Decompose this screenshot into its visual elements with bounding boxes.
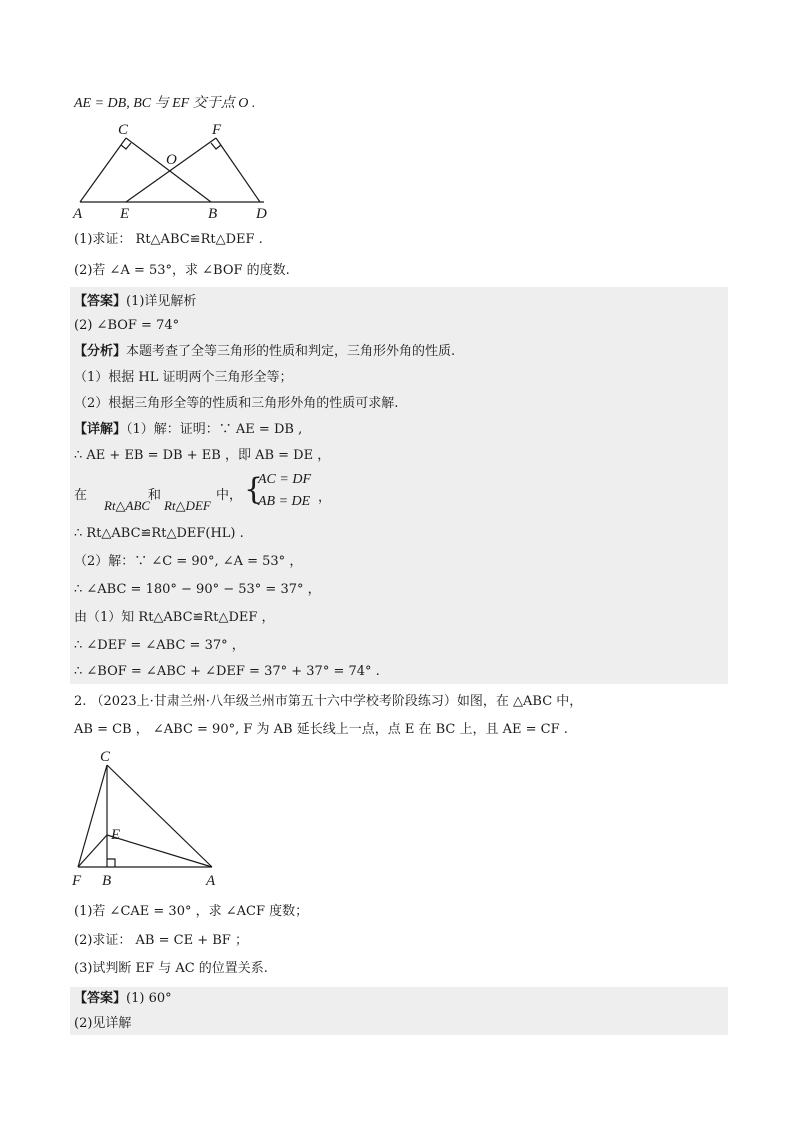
detail-d4: ∴ Rt△ABC≌Rt△DEF(HL) .	[74, 526, 244, 541]
answer1-ans1: (1)详见解析	[126, 294, 197, 309]
label-A2: A	[206, 873, 216, 889]
problem1-intro: AE = DB, BC 与 EF 交于点 O .	[74, 96, 256, 111]
analysis-a2: （2）根据三角形全等的性质和三角形外角的性质可求解.	[74, 396, 399, 411]
detail-d3-mid: 中，	[216, 488, 243, 503]
detail-d2: ∴ AE + EB = DB + EB ，即 AB = DE ，	[74, 448, 331, 463]
figure-1	[70, 118, 280, 222]
label-C: C	[118, 122, 129, 138]
detail-tag: 【详解】	[74, 422, 127, 437]
answer2-ans1: (1) 60°	[126, 991, 172, 1006]
analysis-text: 本题考查了全等三角形的性质和判定，三角形外角的性质.	[126, 344, 456, 359]
problem2-q1: (1)若 ∠CAE = 30° ，求 ∠ACF 度数；	[74, 904, 309, 919]
label-B: B	[208, 206, 218, 222]
detail-d8: ∴ ∠DEF = ∠ABC = 37° ，	[74, 638, 245, 653]
answer2-ans2: (2)见详解	[74, 1016, 132, 1031]
problem2-line2: AB = CB ， ∠ABC = 90°, F 为 AB 延长线上一点，点 E 在 BC 上，且 AE = CF .	[74, 722, 568, 737]
detail-line-1	[74, 420, 302, 440]
answer-tag: 【答案】	[74, 294, 127, 309]
detail-d6: ∴ ∠ABC = 180° − 90° − 53° = 37° ，	[74, 582, 321, 597]
detail-d3-sys1: AC = DF	[258, 472, 311, 487]
label-F: F	[212, 122, 222, 138]
figure-2	[66, 745, 226, 889]
problem2-q3: (3)试判断 EF 与 AC 的位置关系.	[74, 961, 268, 976]
detail-d3-tri2: Rt△DEF	[164, 498, 211, 513]
label-E: E	[120, 206, 130, 222]
answer1-line	[74, 292, 196, 312]
detail-d9: ∴ ∠BOF = ∠ABC + ∠DEF = 37° + 37° = 74° .	[74, 664, 380, 679]
label-A: A	[73, 206, 83, 222]
detail-d3-tri1: Rt△ABC	[104, 498, 151, 513]
label-C2: C	[100, 749, 111, 765]
label-B2: B	[102, 873, 112, 889]
analysis-tag: 【分析】	[74, 344, 127, 359]
problem1-q1: (1)求证： Rt△ABC≌Rt△DEF .	[74, 232, 263, 247]
detail-d1: （1）解：证明：∵ AE = DB ,	[126, 422, 303, 437]
problem1-q2: (2)若 ∠A = 53°，求 ∠BOF 的度数.	[74, 263, 290, 278]
detail-d3-sys2: AB = DE	[258, 494, 311, 509]
answer1-ans2: (2) ∠BOF = 74°	[74, 318, 180, 333]
label-O: O	[166, 152, 177, 168]
problem2-header: 2. （2023上·甘肃兰州·八年级兰州市第五十六中学校考阶段练习）如图，在 △ABC 中，	[74, 694, 583, 709]
analysis-a1: （1）根据 HL 证明两个三角形全等；	[74, 370, 293, 385]
label-F2: F	[72, 873, 82, 889]
detail-d3-and: 和	[148, 488, 162, 503]
detail-d7: 由（1）知 Rt△ABC≌Rt△DEF ，	[74, 610, 275, 625]
detail-d3-end: ，	[318, 490, 332, 505]
problem2-q2: (2)求证： AB = CE + BF ；	[74, 933, 248, 948]
answer2-tag: 【答案】	[74, 991, 127, 1006]
answer2-line	[74, 989, 172, 1009]
detail-d3-pre: 在	[74, 488, 88, 503]
label-E2: E	[111, 827, 121, 843]
label-D: D	[256, 206, 267, 222]
detail-d5: （2）解：∵ ∠C = 90°, ∠A = 53° ，	[74, 554, 303, 569]
system-brace: {	[244, 472, 264, 507]
analysis-line	[74, 342, 455, 362]
